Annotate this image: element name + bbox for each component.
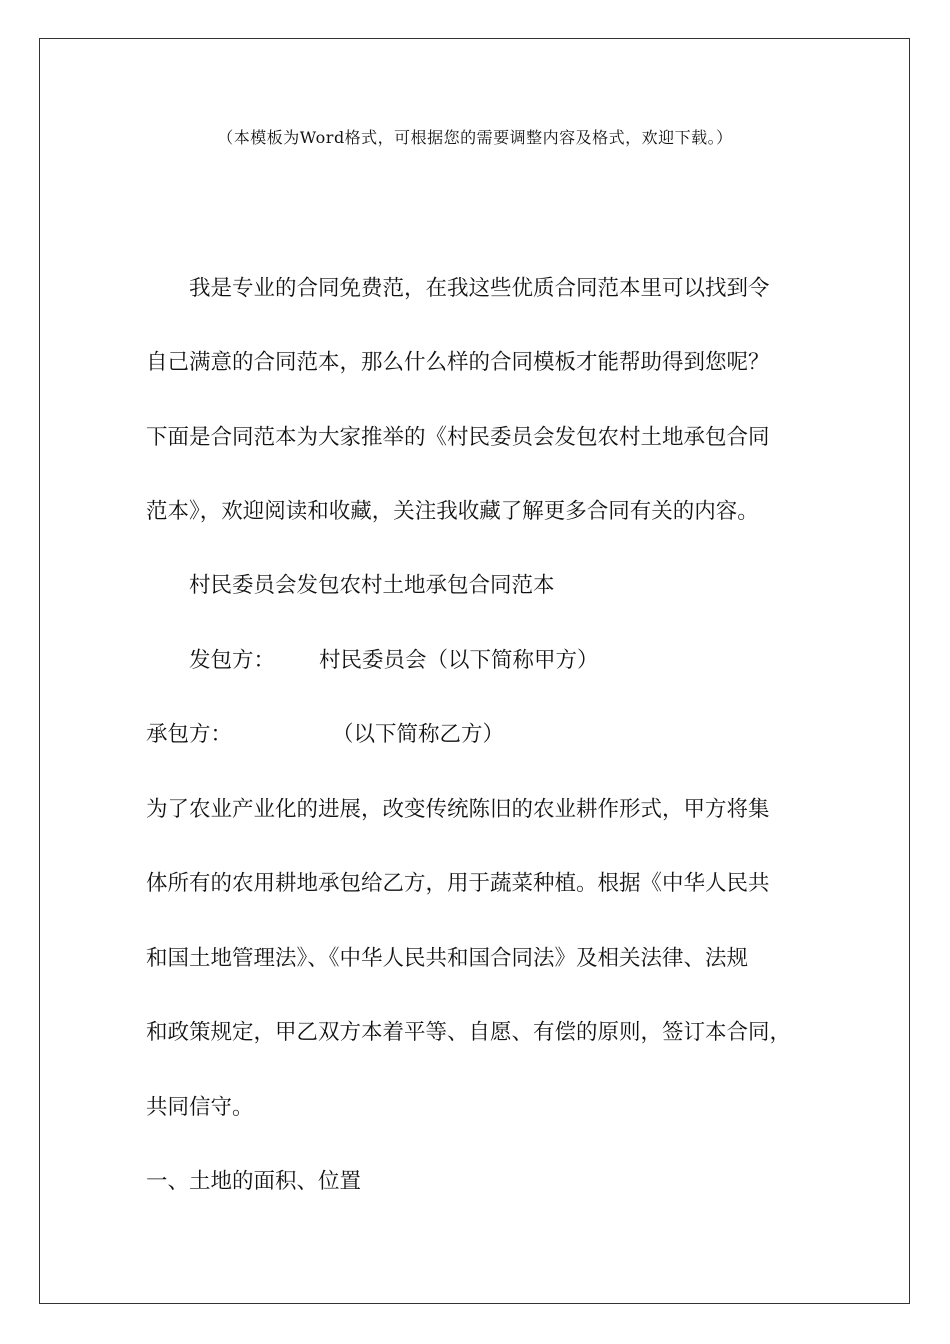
- template-note: （本模板为Word格式，可根据您的需要调整内容及格式，欢迎下载。）: [217, 128, 733, 147]
- intro-line-1: 我是专业的合同免费范，在我这些优质合同范本里可以找到令: [189, 276, 770, 301]
- body-line-3: 和国土地管理法》、《中华人民共和国合同法》及相关法律、法规: [146, 946, 749, 971]
- body-line-1: 为了农业产业化的进展，改变传统陈旧的农业耕作形式，甲方将集: [146, 797, 770, 822]
- party-b-label: 承包方：: [146, 722, 233, 747]
- body-line-2: 体所有的农用耕地承包给乙方，用于蔬菜种植。根据《中华人民共: [146, 871, 770, 896]
- intro-line-3: 下面是合同范本为大家推举的《村民委员会发包农村土地承包合同: [146, 425, 770, 450]
- party-a-line: [189, 646, 599, 676]
- intro-line-2: 自己满意的合同范本，那么什么样的合同模板才能帮助得到您呢？: [146, 350, 770, 375]
- party-a-value: 村民委员会（以下简称甲方）: [319, 648, 599, 673]
- party-a-label: 发包方：: [189, 648, 276, 673]
- party-b-line: [146, 720, 504, 750]
- body-line-4: 和政策规定，甲乙双方本着平等、自愿、有偿的原则，签订本合同，: [146, 1020, 792, 1045]
- contract-title: 村民委员会发包农村土地承包合同范本: [189, 573, 555, 598]
- body-line-5: 共同信守。: [146, 1095, 254, 1120]
- section-heading: 一、土地的面积、位置: [146, 1169, 362, 1194]
- party-b-value: （以下简称乙方）: [332, 722, 505, 747]
- intro-line-4: 范本》，欢迎阅读和收藏，关注我收藏了解更多合同有关的内容。: [146, 499, 759, 524]
